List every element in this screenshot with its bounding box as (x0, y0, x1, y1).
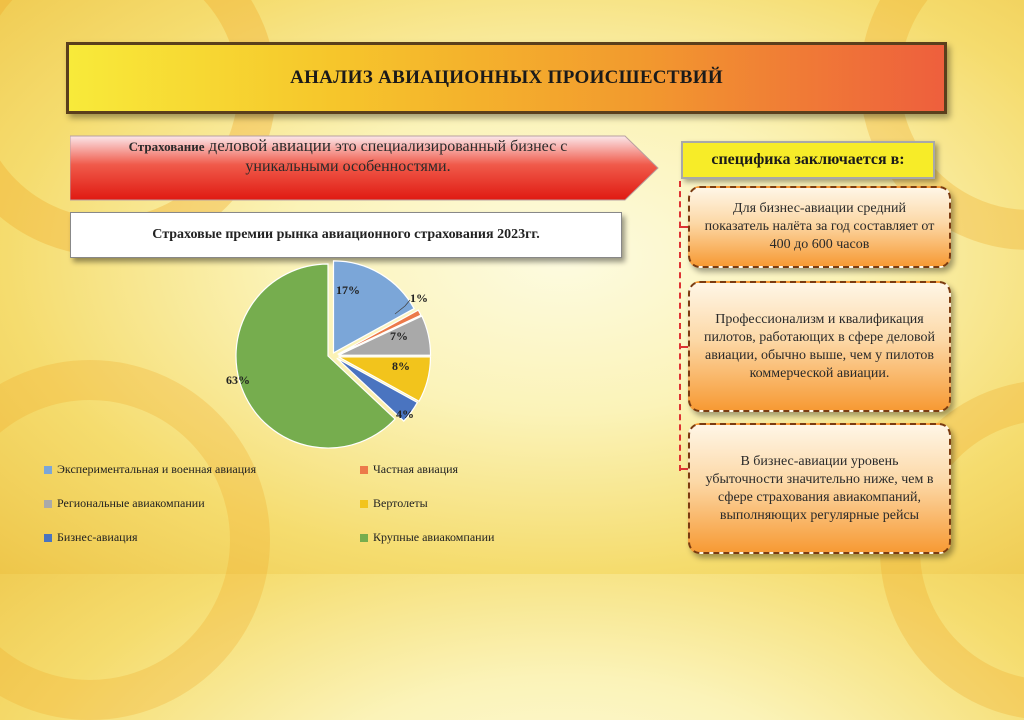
pie-data-label: 7% (390, 329, 408, 343)
specifics-card: Профессионализм и квалификация пилотов, работающих в сфере деловой авиации, обычно выше, чем у пилотов коммерческой авиации. (688, 281, 951, 412)
intro-text-part3: это специализированный бизнес с уникальными особенностями. (245, 138, 568, 175)
dashed-connector (679, 181, 681, 471)
legend-label: Крупные авиакомпании (373, 530, 495, 544)
chart-legend (44, 462, 624, 552)
intro-text-part1: Страхование (128, 139, 205, 154)
legend-swatch (360, 500, 368, 508)
legend-swatch (44, 534, 52, 542)
legend-swatch (360, 466, 368, 474)
chart-title: Страховые премии рынка авиационного страхования 2023гг. (152, 227, 540, 242)
specifics-header (681, 141, 935, 179)
pie-chart (220, 256, 450, 456)
legend-entry (360, 496, 428, 511)
legend-swatch (44, 500, 52, 508)
legend-label: Экспериментальная и военная авиация (57, 462, 257, 476)
legend-entry (360, 462, 458, 477)
pie-data-label: 8% (392, 359, 410, 373)
title-banner (66, 42, 947, 114)
pie-data-label: 4% (396, 407, 414, 421)
legend-entry (44, 462, 256, 477)
intro-text (88, 136, 608, 177)
legend-entry (44, 496, 205, 511)
specifics-header-text: специфика заключается в: (711, 151, 905, 168)
dashed-connector-branch (679, 468, 688, 470)
pie-data-label: 17% (336, 283, 360, 297)
legend-swatch (44, 466, 52, 474)
page-title: АНАЛИЗ АВИАЦИОННЫХ ПРОИСШЕСТВИЙ (290, 67, 723, 88)
dashed-connector-branch (679, 346, 688, 348)
legend-label: Бизнес-авиация (57, 530, 138, 544)
legend-entry (360, 530, 494, 545)
specifics-card: В бизнес-авиации уровень убыточности значительно ниже, чем в сфере страхования авиакомпаний, выполняющих регулярные рейсы (688, 423, 951, 554)
legend-swatch (360, 534, 368, 542)
legend-entry (44, 530, 138, 545)
legend-label: Региональные авиакомпании (57, 496, 205, 510)
dashed-connector-branch (679, 226, 688, 228)
chart-title-box (70, 212, 622, 258)
legend-label: Частная авиация (373, 462, 459, 476)
pie-data-label: 1% (410, 291, 428, 305)
intro-text-part2: деловой авиации (208, 136, 331, 155)
pie-data-label: 63% (226, 373, 250, 387)
specifics-card: Для бизнес-авиации средний показатель налёта за год составляет от 400 до 600 часов (688, 186, 951, 268)
legend-label: Вертолеты (373, 496, 428, 510)
